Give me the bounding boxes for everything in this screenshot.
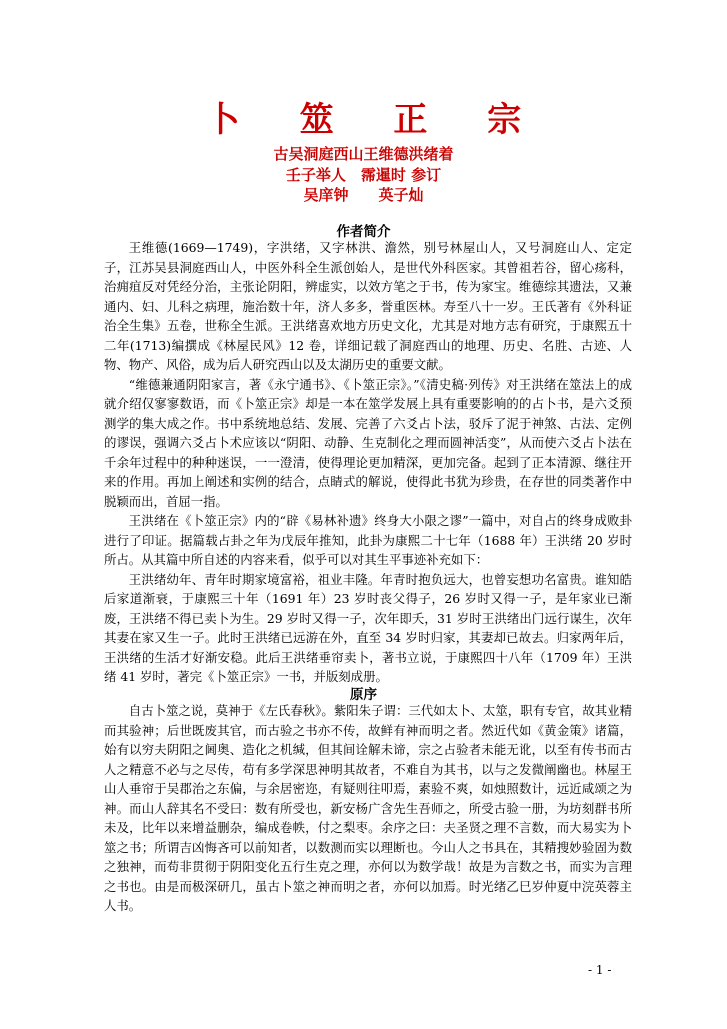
author-intro-heading: 作者简介 [336,224,391,240]
page-number: - 1 - [588,963,612,977]
author-intro-paragraph: 王维德(1669—1749)，字洪绪，又字林洪、澹然，别号林屋山人，又号洞庭山人、定定子，江苏吴县洞庭西山人，中医外科全生派创始人，是世代外科医家。其曾祖若谷，留心疡科，治痈疽反对凭经分治，主张论阴阳，辨虚实，以效方笔之于书，传为家宝。维德综其遗法，又兼通内、妇、儿科之病理，施治数十年，济人多多，誉重医林。寿至八十一岁。王氏著有《外科证治全生集》五卷，世称全生派。王洪绪喜欢地方历史文化，尤其是对地方志有研究，于康熙五十二年(1713)编撰成《林屋民风》12 卷，详细记载了洞庭西山的地理、历史、名胜、古迹、人物、物产、风俗，成为后人研究西山以及太湖历史的重要文献。 [104,240,632,372]
editor-credit: 吴庠钟 英子灿 [303,186,424,204]
author-credit: 古吴洞庭西山王维德洪绪着 [273,145,454,163]
book-title: 卜 筮 正 宗 [205,100,546,140]
author-intro-body [104,238,632,687]
author-intro-paragraph: 王洪绪在《卜筮正宗》内的“辟《易林补遗》终身大小限之谬”一篇中，对自占的终身成败卦进行了印证。据篇载占卦之年为戊辰年推知，此卦为康熙二十七年（1688 年）王洪绪 20 岁时所占。从其篇中所自述的内容来看，似乎可以对其生平事迹补充如下： [104,513,632,567]
preface-heading: 原序 [350,687,377,703]
reviser-credit: 壬子举人 霈暹时 参订 [285,166,442,184]
author-intro-paragraph: 王洪绪幼年、青年时期家境富裕，祖业丰隆。年青时抱负远大，也曾妄想功名富贵。谁知皓后家道渐衰，于康熙三十年（1691 年）23 岁时丧父得子，26 岁时又得一子，是年家业已渐废，王洪绪不得已卖卜为生。29 岁时又得一子，次年即夭，31 岁时王洪绪出门远行谋生，次年其妻在家又生一子。此时王洪绪已远游在外，直至 34 岁时归家，其妻却已故去。归家两年后，王洪绪的生活才好渐安稳。此后王洪绪垂帘卖卜，著书立说，于康熙四十八年（1709 年）王洪绪 41 岁时，著完《卜筮正宗》一书，并版刻成册。 [104,571,632,684]
preface-paragraph: 自古卜筮之说，莫神于《左氏春秋》。紫阳朱子谓：三代如太卜、太筮，职有专官，故其业精而其验神；后世既废其官，而古验之书亦不传，故鲜有神而明之者。然近代如《黄金策》诸篇，始有以穷夫阴阳之阃奥、造化之机缄，但其间诠解未谛，宗之占验者未能无讹，以至有传书而古人之精意不必与之尽传，苟有多学深思神明其故者，不难自为其书，以与之发微阐幽也。林屋王山人垂帘于吴郡治之东偏，与余居密迩，有疑则往叩焉，素验不爽，如烛照数计，远近咸颂之为神。而山人辞其名不受曰：数有所受也，新安杨广含先生吾师之，所受古验一册，为坊刻群书所未及，比年以来增益删杂，编成卷帙，付之梨枣。余序之曰：夫圣贤之理不言数，而大易实为卜筮之书；所谓吉凶悔吝可以前知者，以数测而实以理断也。今山人之书具在，其精搜妙验固为数之独神，而苟非贯彻于阴阳变化五行生克之理，亦何以为数学哉！故是为言数之书，而实为言理之书也。由是而极深研几，虽古卜筮之神而明之者，亦何以加焉。时光绪乙巳岁仲夏中浣英蓉主人书。 [104,703,632,913]
author-intro-paragraph: “维德兼通阴阳家言，著《永宁通书》、《卜筮正宗》。”《清史稿·列传》对王洪绪在筮法上的成就介绍仅寥寥数语，而《卜筮正宗》却是一本在筮学发展上具有重要影响的的占卜书，是六爻预测学的集大成之作。书中系统地总结、发展、完善了六爻占卜法，驳斥了泥于神煞、古法、定例的谬误，强调六爻占卜术应该以“阴阳、动静、生克制化之理而圆神活变”，从而使六爻占卜法在千余年过程中的种种迷误，一一澄清，使得理论更加精深，更加完备。起到了正本清源、继往开来的作用。再加上阐述和实例的结合，点睛式的解说，使得此书犹为珍贵，在存世的同类著作中脱颖而出，首屈一指。 [104,376,632,509]
preface-body [104,701,632,916]
